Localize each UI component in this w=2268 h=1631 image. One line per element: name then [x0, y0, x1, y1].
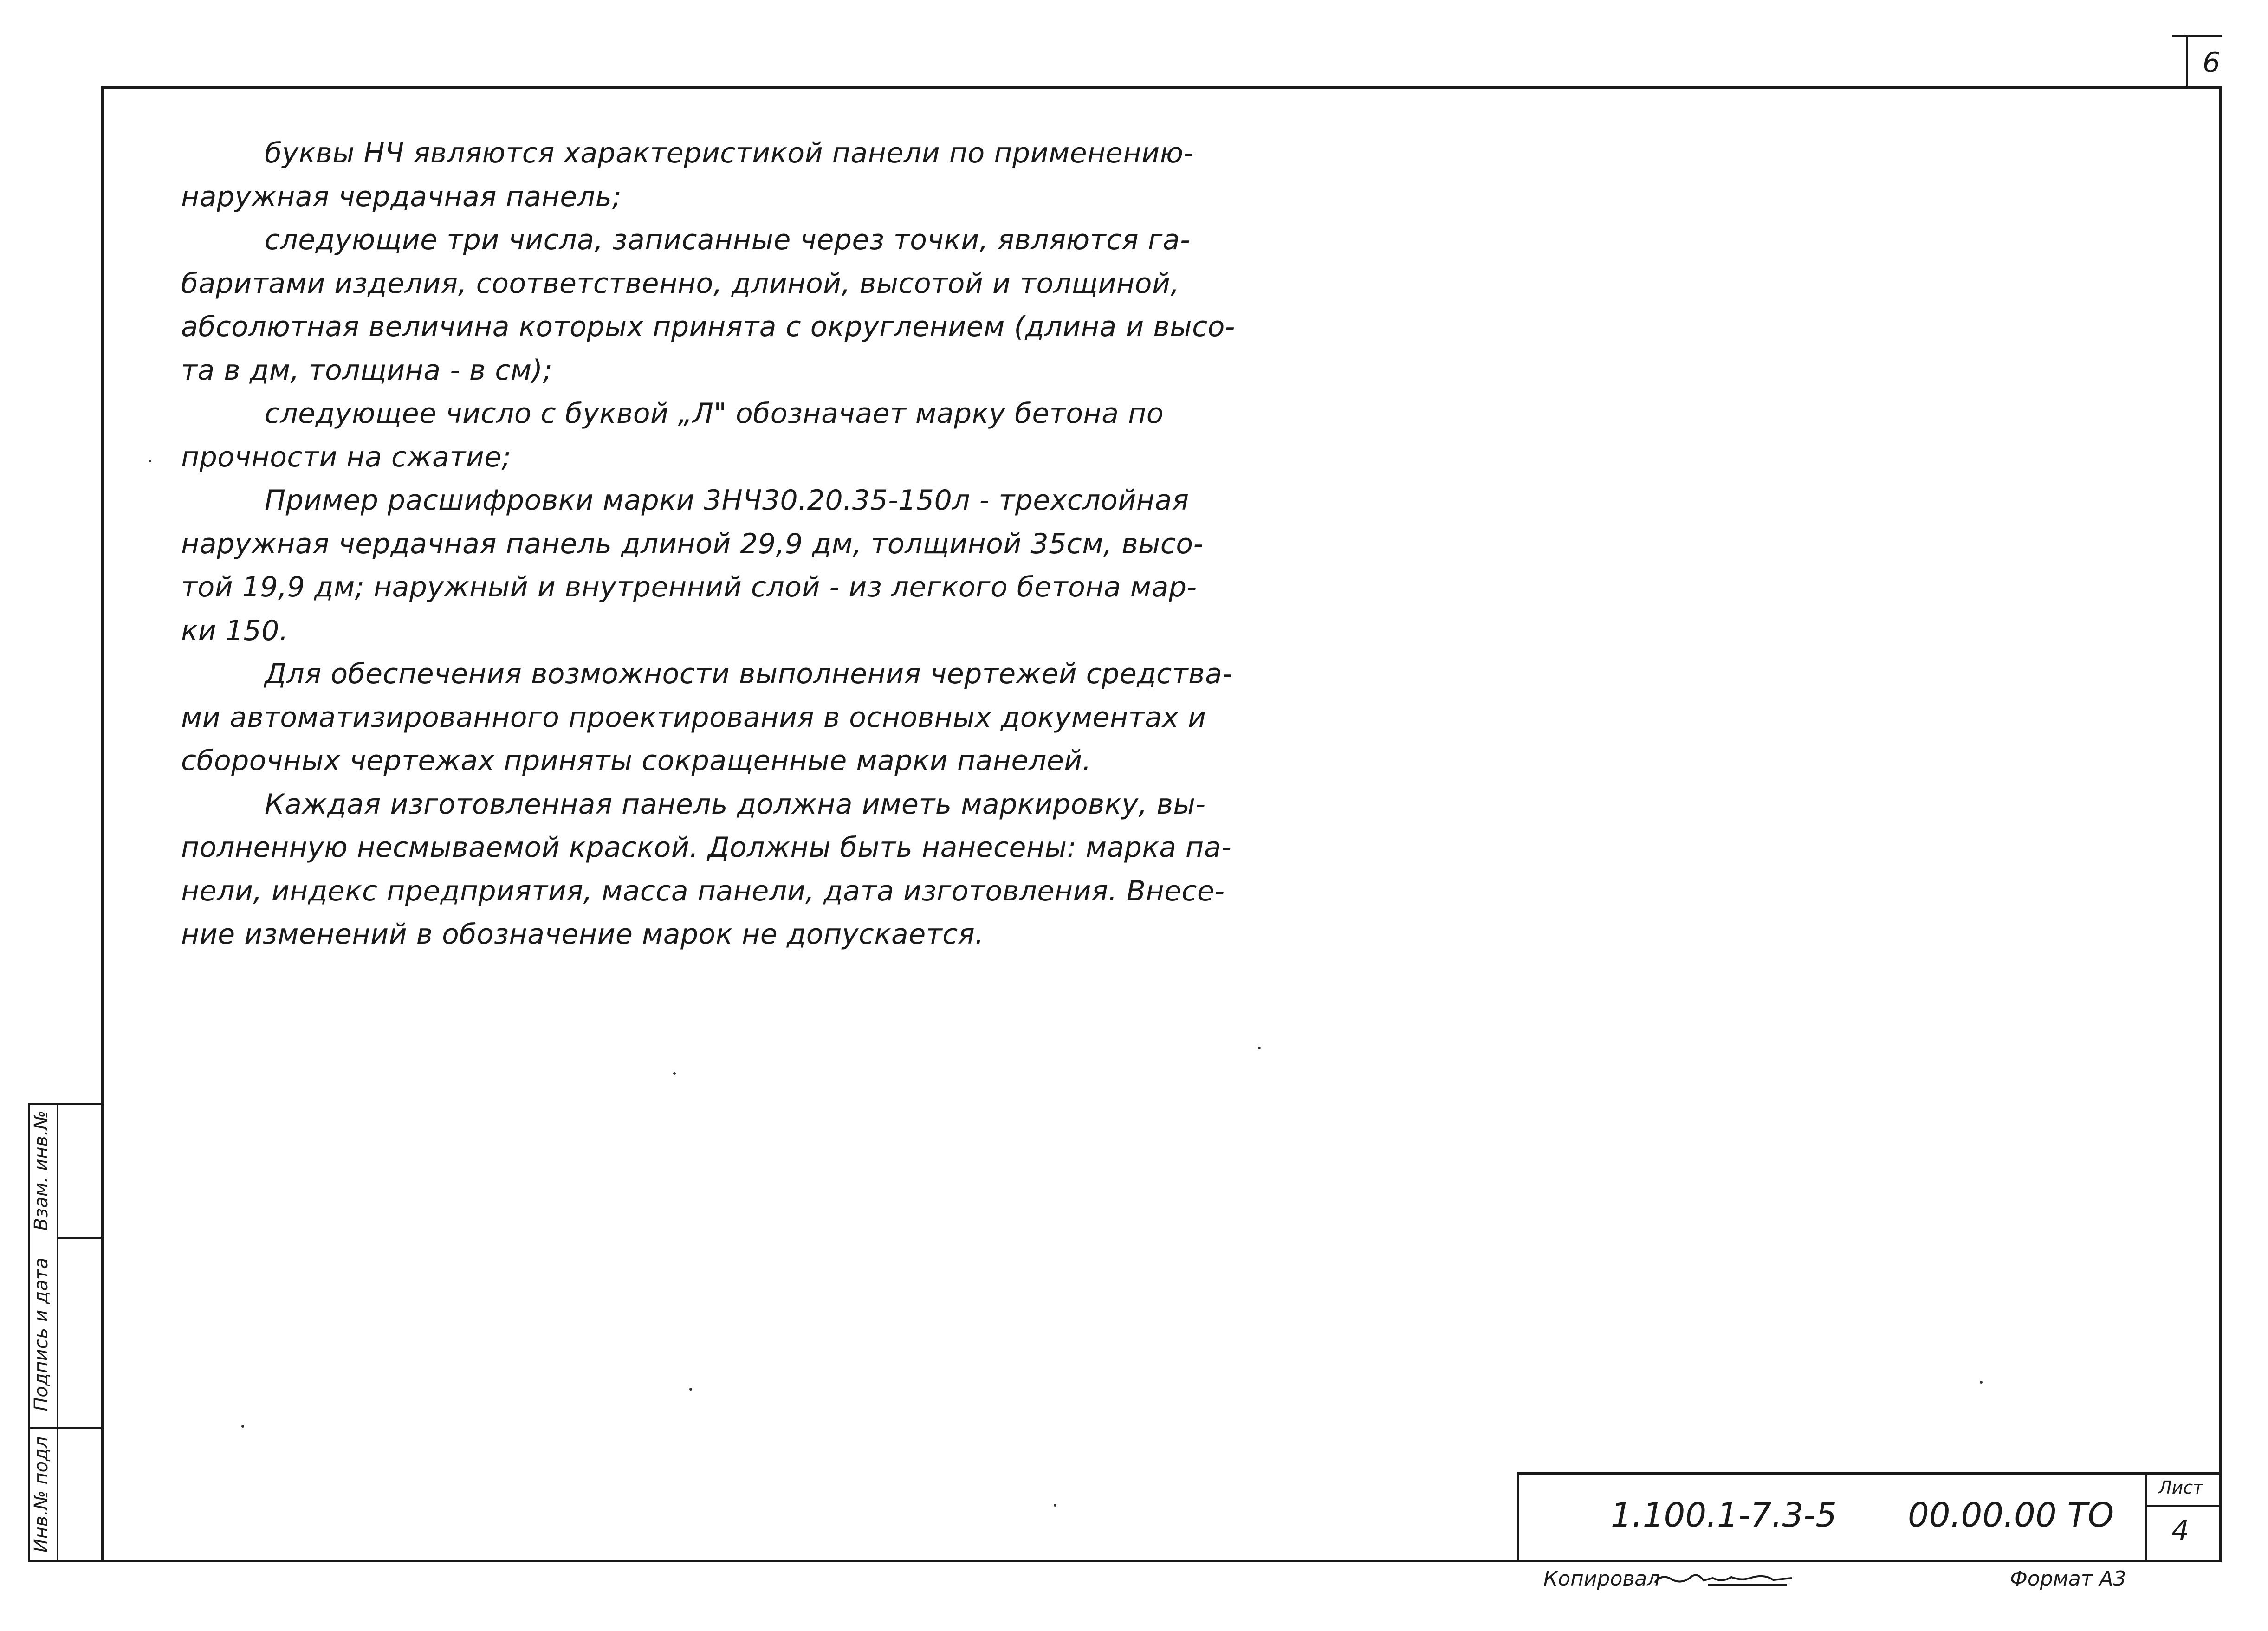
side-label-vzam-inv: Взам. инв.№ — [31, 1110, 52, 1231]
body-line: нели, индекс предприятия, масса панели, дата изготовления. Внесе- — [181, 874, 1225, 907]
scan-speck — [1054, 1504, 1056, 1507]
body-line: та в дм, толщина - в см); — [181, 354, 553, 387]
doc-number: 00.00.00 ТО — [1908, 1495, 2114, 1534]
frame-bottom — [28, 1560, 2222, 1562]
sheet-value: 4 — [2171, 1514, 2190, 1547]
body-line: Каждая изготовленная панель должна иметь маркировку, вы- — [265, 788, 1206, 821]
body-line: ми автоматизированного проектирования в основных документах и — [181, 701, 1206, 734]
side-strip-divider — [57, 1103, 58, 1561]
side-label-podpis-data: Подпись и дата — [31, 1257, 52, 1411]
body-line: следующие три числа, записанные через точки, являются га- — [265, 224, 1191, 256]
page-number-box-left — [2186, 35, 2188, 88]
body-line: Для обеспечения возможности выполнения чертежей средства- — [265, 658, 1233, 690]
page-number: 6 — [2203, 46, 2221, 79]
body-line: сборочных чертежах приняты сокращенные марки панелей. — [181, 744, 1092, 777]
scan-speck — [673, 1072, 676, 1075]
title-block-top — [1518, 1472, 2222, 1475]
frame-right — [2219, 86, 2222, 1562]
scan-speck — [689, 1388, 692, 1391]
body-line: наружная чердачная панель; — [181, 180, 622, 213]
side-strip-top — [28, 1103, 103, 1105]
body-line: ки 150. — [181, 614, 289, 647]
body-line: Пример расшифровки марки 3НЧ30.20.35-150л - трехслойная — [265, 484, 1189, 517]
body-line: той 19,9 дм; наружный и внутренний слой - из легкого бетона мар- — [181, 571, 1197, 603]
body-line: прочности на сжатие; — [181, 440, 512, 473]
sheet-cell-left — [2145, 1472, 2147, 1562]
body-line: буквы НЧ являются характеристикой панели по применению- — [265, 137, 1194, 169]
side-strip-sep-2 — [28, 1427, 103, 1429]
copied-label: Копировал — [1543, 1567, 1660, 1591]
scan-speck — [1258, 1047, 1261, 1049]
side-label-inv-podl: Инв.№ подл — [31, 1436, 52, 1553]
body-line: следующее число с буквой „Л" обозначает марку бетона по — [265, 397, 1164, 430]
doc-code: 1.100.1-7.3-5 — [1611, 1495, 1837, 1534]
frame-left — [101, 86, 104, 1562]
page-number-box-top — [2172, 35, 2222, 37]
side-strip-sep-1 — [57, 1237, 103, 1239]
body-line: полненную несмываемой краской. Должны быть нанесены: марка па- — [181, 831, 1232, 864]
body-line: ние изменений в обозначение марок не допускается. — [181, 918, 984, 951]
frame-top — [102, 86, 2222, 89]
scan-speck — [241, 1425, 244, 1428]
body-line: абсолютная величина которых принята с округлением (длина и высо- — [181, 311, 1235, 343]
scan-speck — [1980, 1381, 1983, 1384]
signature — [1652, 1564, 1801, 1592]
body-line: баритами изделия, соответственно, длиной, высотой и толщиной, — [181, 267, 1180, 300]
sheet-cell-divider — [2145, 1505, 2222, 1507]
format-label: Формат А3 — [2010, 1567, 2126, 1591]
scan-speck — [149, 460, 151, 462]
side-strip-left — [28, 1103, 30, 1561]
sheet-label: Лист — [2158, 1477, 2203, 1498]
body-line: наружная чердачная панель длиной 29,9 дм, толщиной 35см, высо- — [181, 527, 1204, 560]
title-block-left — [1517, 1472, 1519, 1562]
